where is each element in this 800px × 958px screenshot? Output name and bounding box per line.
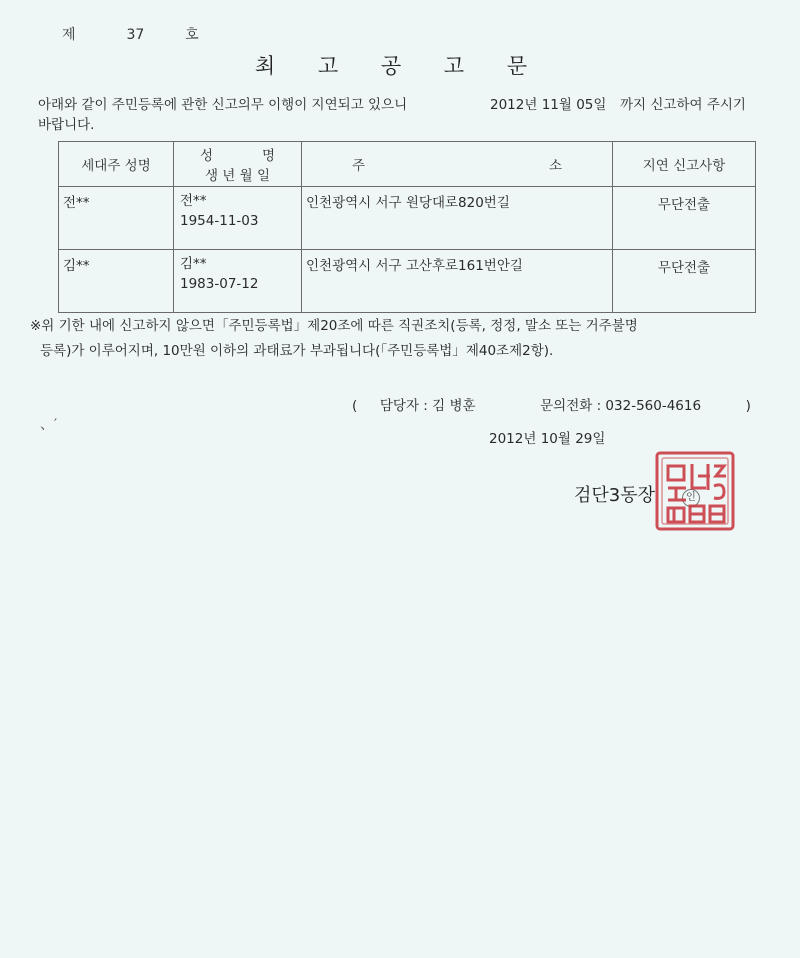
issue-date: 2012년 10월 29일 (489, 431, 606, 447)
header-name-right: 명 (261, 148, 275, 164)
header-address (302, 142, 613, 187)
signatory-title: 검단3동장 (574, 485, 656, 506)
header-household-head: 세대주 성명 (59, 142, 174, 187)
table-row (59, 187, 756, 250)
header-addr-left: 주 (352, 158, 366, 174)
header-report: 지연 신고사항 (613, 142, 756, 187)
contact-phone: 문의전화 : 032-560-4616 (540, 398, 702, 414)
table-header-row (59, 142, 756, 187)
header-name-birth (174, 142, 302, 187)
cell-household-head: 전** (59, 187, 174, 250)
header-addr-right: 소 (548, 158, 562, 174)
cell-household-head: 김** (59, 250, 174, 313)
intro-line1: 아래와 같이 주민등록에 관한 신고의무 이행이 지연되고 있으니 (38, 97, 408, 113)
document-number (62, 24, 199, 44)
contact-close-paren: ) (745, 398, 751, 414)
table-row (59, 250, 756, 313)
seal-mark: 인 (682, 489, 700, 507)
cell-name-birth (174, 187, 302, 250)
cell-address: 인천광역시 서구 원당대로820번길 (302, 187, 613, 250)
cell-address: 인천광역시 서구 고산후로161번안길 (302, 250, 613, 313)
doc-no-value: 37 (126, 27, 145, 43)
contact-officer: 담당자 : 김 병훈 (379, 398, 476, 414)
stray-mark: 、′ (40, 417, 58, 433)
contact-info (352, 394, 751, 414)
intro-line2: 바랍니다. (38, 117, 95, 133)
notice-line2: 등록)가 이루어지며, 10만원 이하의 과태료가 부과됩니다(「주민등록법」제40조제2항). (40, 343, 554, 359)
notice-line1: ※위 기한 내에 신고하지 않으면「주민등록법」제20조에 따른 직권조치(등록, 정정, 말소 또는 거주불명 (30, 318, 638, 334)
cell-report: 무단전출 (613, 250, 756, 313)
doc-no-prefix: 제 (62, 27, 76, 43)
cell-birth: 1954-11-03 (180, 213, 259, 229)
deadline-date: 2012년 11월 05일 (490, 97, 607, 113)
official-seal-icon (654, 450, 736, 536)
intro-tail: 까지 신고하여 주시기 (620, 97, 746, 113)
delinquent-table (58, 141, 756, 313)
header-birth: 생 년 월 일 (204, 168, 271, 184)
cell-name: 김** (180, 256, 207, 272)
cell-birth: 1983-07-12 (180, 276, 259, 292)
header-name-left: 성 (200, 148, 214, 164)
contact-open-paren: ( (352, 398, 358, 414)
cell-report: 무단전출 (613, 187, 756, 250)
cell-name-birth (174, 250, 302, 313)
page-title: 최 고 공 고 문 (254, 54, 546, 78)
doc-no-suffix: 호 (185, 27, 199, 43)
cell-name: 전** (180, 193, 207, 209)
